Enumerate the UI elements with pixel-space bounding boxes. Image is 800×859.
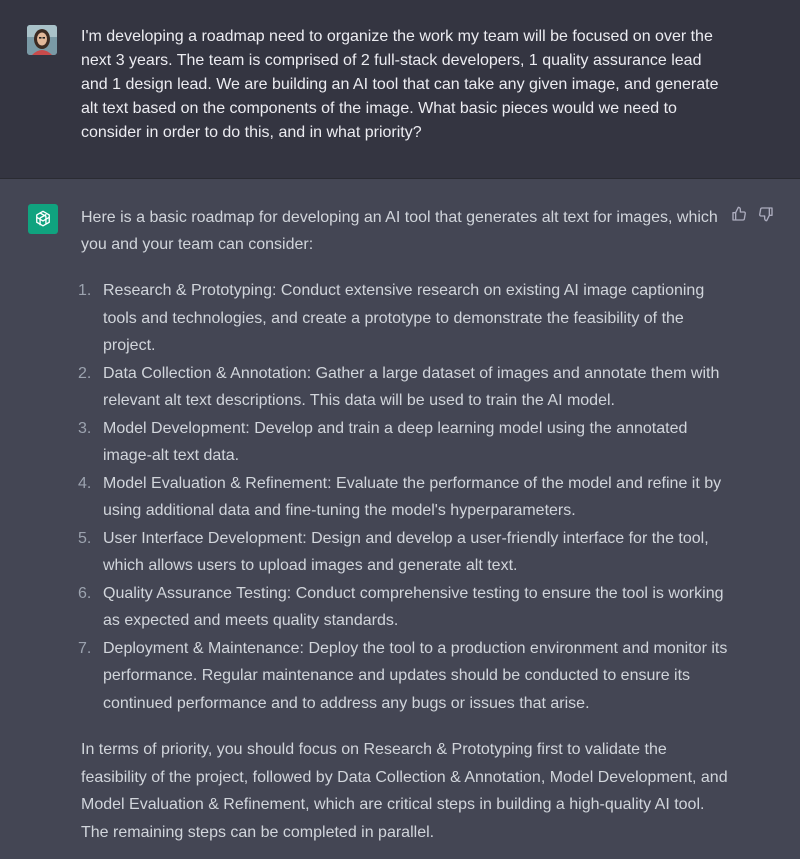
- list-item: [78, 525, 731, 580]
- list-item: [78, 415, 731, 470]
- user-avatar-photo: [27, 25, 57, 55]
- list-item-number: 1.: [78, 282, 92, 299]
- roadmap-list: [78, 277, 731, 717]
- assistant-avatar: [28, 204, 58, 234]
- thumbs-down-icon: [758, 206, 774, 222]
- list-item-number: 5.: [78, 529, 92, 547]
- list-item-text: Research & Prototyping: Conduct extensive research on existing AI image captioning tools and technologies, and create a prototype to demonstrate the feasibility of the project.: [103, 282, 705, 354]
- user-message: [0, 0, 800, 179]
- list-item-number: 6.: [78, 584, 92, 602]
- feedback-buttons: [730, 205, 775, 223]
- list-item-text: Deployment & Maintenance: Deploy the tool to a production environment and monitor its performance. Regular maintenance and updates should be conducted to ensure its continued performance and to address any bugs or issues that arise.: [103, 639, 728, 712]
- assistant-outro-text: In terms of priority, you should focus on Research & Prototyping first to validate the feasibility of the project, followed by Data Collection & Annotation, Model Development, and Model Evaluation & Refinement, which are critical steps in building a high-quality AI tool. The remaining steps can be completed in parallel.: [81, 741, 728, 841]
- list-item: [78, 470, 731, 525]
- list-item-text: Model Development: Develop and train a deep learning model using the annotated image-alt text data.: [103, 419, 688, 464]
- list-item: [78, 580, 731, 635]
- thumbs-up-button[interactable]: [730, 205, 748, 223]
- list-item-text: User Interface Development: Design and develop a user-friendly interface for the tool, which allows users to upload images and generate alt text.: [103, 529, 709, 574]
- list-item-number: 2.: [78, 364, 92, 382]
- user-message-text: I'm developing a roadmap need to organize the work my team will be focused on over the next 3 years. The team is comprised of 2 full-stack developers, 1 quality assurance lead and 1 design lead. We are building an AI tool that can take any given image, and generate alt text based on the components of the image. What basic pieces would we need to consider in order to do this, and in what priority?: [81, 28, 719, 141]
- list-item-number: 3.: [78, 419, 92, 437]
- list-item-number: 7.: [78, 639, 92, 657]
- assistant-intro-text: Here is a basic roadmap for developing an AI tool that generates alt text for images, which you and your team can consider:: [81, 209, 718, 253]
- list-item-text: Model Evaluation & Refinement: Evaluate the performance of the model and refine it by using additional data and fine-tuning the model's hyperparameters.: [103, 474, 722, 519]
- list-item: [78, 635, 731, 718]
- user-avatar: [27, 25, 57, 55]
- thumbs-down-button[interactable]: [757, 205, 775, 223]
- list-item-text: Data Collection & Annotation: Gather a large dataset of images and annotate them with relevant alt text descriptions. This data will be used to train the AI model.: [103, 364, 720, 409]
- assistant-message: [0, 179, 800, 859]
- list-item-number: 4.: [78, 474, 92, 492]
- thumbs-up-icon: [731, 206, 747, 222]
- list-item-text: Quality Assurance Testing: Conduct comprehensive testing to ensure the tool is working as expected and meets quality standards.: [103, 584, 724, 629]
- list-item: [78, 277, 731, 360]
- openai-logo-icon: [33, 209, 53, 229]
- list-item: [78, 360, 731, 415]
